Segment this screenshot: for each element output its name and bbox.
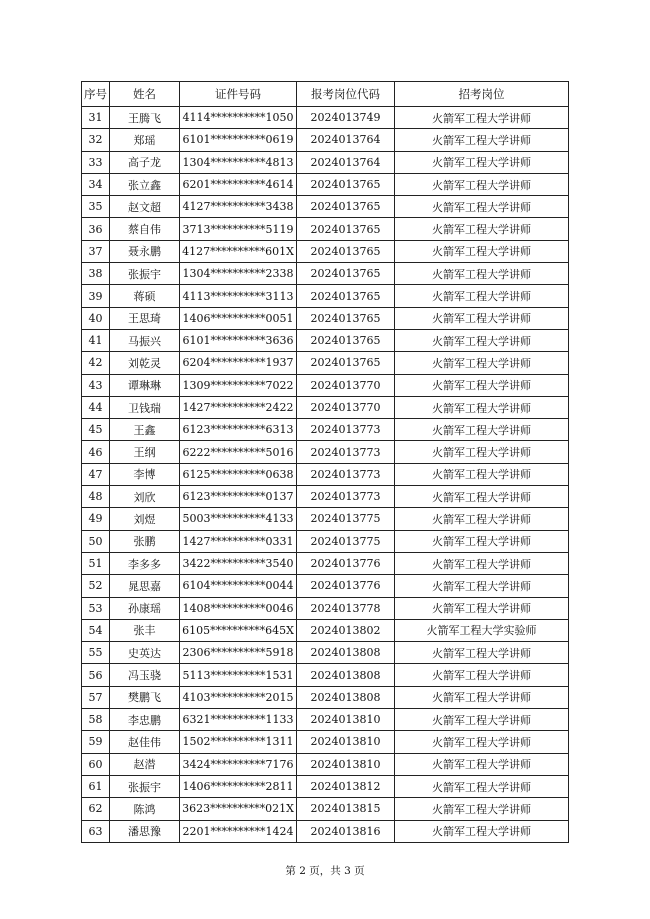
cell-index: 62 (82, 798, 110, 820)
table-row (82, 441, 569, 463)
cell-post-code: 2024013808 (297, 686, 395, 708)
cell-post-code: 2024013765 (297, 307, 395, 329)
cell-name: 王鑫 (110, 419, 180, 441)
cell-post-code: 2024013816 (297, 820, 395, 842)
cell-post-code: 2024013773 (297, 486, 395, 508)
cell-post: 火箭军工程大学讲师 (395, 329, 569, 351)
cell-index: 56 (82, 664, 110, 686)
cell-post: 火箭军工程大学讲师 (395, 352, 569, 374)
cell-id-number: 6105**********645X (180, 619, 297, 641)
table-row (82, 218, 569, 240)
cell-name: 史英达 (110, 642, 180, 664)
cell-post-code: 2024013812 (297, 775, 395, 797)
cell-index: 58 (82, 709, 110, 731)
cell-post-code: 2024013765 (297, 263, 395, 285)
cell-name: 潘思豫 (110, 820, 180, 842)
table-row (82, 552, 569, 574)
table-row (82, 129, 569, 151)
cell-id-number: 3422**********3540 (180, 552, 297, 574)
cell-name: 张丰 (110, 619, 180, 641)
cell-id-number: 6123**********0137 (180, 486, 297, 508)
table-row (82, 486, 569, 508)
table-row (82, 263, 569, 285)
cell-post: 火箭军工程大学讲师 (395, 419, 569, 441)
cell-index: 33 (82, 151, 110, 173)
cell-post-code: 2024013773 (297, 419, 395, 441)
cell-id-number: 1502**********1311 (180, 731, 297, 753)
cell-post: 火箭军工程大学讲师 (395, 575, 569, 597)
table-row (82, 107, 569, 129)
cell-index: 42 (82, 352, 110, 374)
cell-index: 34 (82, 173, 110, 195)
cell-post: 火箭军工程大学讲师 (395, 775, 569, 797)
table-row (82, 463, 569, 485)
cell-post: 火箭军工程大学讲师 (395, 463, 569, 485)
cell-index: 43 (82, 374, 110, 396)
cell-post: 火箭军工程大学讲师 (395, 263, 569, 285)
cell-post: 火箭军工程大学讲师 (395, 798, 569, 820)
cell-index: 37 (82, 240, 110, 262)
cell-id-number: 6201**********4614 (180, 173, 297, 195)
cell-id-number: 6222**********5016 (180, 441, 297, 463)
cell-id-number: 3623**********021X (180, 798, 297, 820)
table-row (82, 664, 569, 686)
cell-index: 38 (82, 263, 110, 285)
table-body (82, 107, 569, 843)
cell-id-number: 1406**********0051 (180, 307, 297, 329)
table-row (82, 530, 569, 552)
cell-name: 樊鹏飞 (110, 686, 180, 708)
cell-post: 火箭军工程大学讲师 (395, 686, 569, 708)
cell-id-number: 6101**********0619 (180, 129, 297, 151)
cell-id-number: 4113**********3113 (180, 285, 297, 307)
page-footer: 第 2 页，共 3 页 (285, 865, 365, 877)
cell-index: 55 (82, 642, 110, 664)
cell-index: 63 (82, 820, 110, 842)
cell-id-number: 1427**********0331 (180, 530, 297, 552)
cell-name: 王腾飞 (110, 107, 180, 129)
cell-id-number: 3713**********5119 (180, 218, 297, 240)
cell-post-code: 2024013775 (297, 508, 395, 530)
cell-name: 张鹏 (110, 530, 180, 552)
table-row (82, 709, 569, 731)
table-row (82, 508, 569, 530)
cell-name: 刘乾灵 (110, 352, 180, 374)
table-row (82, 642, 569, 664)
cell-index: 52 (82, 575, 110, 597)
cell-id-number: 3424**********7176 (180, 753, 297, 775)
cell-name: 赵文超 (110, 196, 180, 218)
candidate-table (81, 81, 569, 843)
cell-name: 高子龙 (110, 151, 180, 173)
cell-post: 火箭军工程大学讲师 (395, 173, 569, 195)
cell-index: 44 (82, 396, 110, 418)
cell-id-number: 1408**********0046 (180, 597, 297, 619)
cell-post-code: 2024013765 (297, 218, 395, 240)
cell-id-number: 4114**********1050 (180, 107, 297, 129)
cell-post-code: 2024013764 (297, 151, 395, 173)
table-row (82, 419, 569, 441)
cell-name: 郑瑶 (110, 129, 180, 151)
cell-post: 火箭军工程大学讲师 (395, 240, 569, 262)
table-row (82, 307, 569, 329)
cell-index: 32 (82, 129, 110, 151)
cell-post: 火箭军工程大学讲师 (395, 820, 569, 842)
cell-index: 40 (82, 307, 110, 329)
table-row (82, 619, 569, 641)
cell-index: 31 (82, 107, 110, 129)
cell-id-number: 4127**********601X (180, 240, 297, 262)
cell-id-number: 1406**********2811 (180, 775, 297, 797)
cell-index: 59 (82, 731, 110, 753)
header-cell-id-number: 证件号码 (180, 82, 297, 107)
table-row (82, 151, 569, 173)
table-row (82, 820, 569, 842)
cell-post: 火箭军工程大学讲师 (395, 486, 569, 508)
cell-index: 45 (82, 419, 110, 441)
cell-post: 火箭军工程大学讲师 (395, 107, 569, 129)
cell-post: 火箭军工程大学讲师 (395, 285, 569, 307)
cell-index: 36 (82, 218, 110, 240)
cell-index: 39 (82, 285, 110, 307)
cell-name: 王纲 (110, 441, 180, 463)
cell-name: 刘煜 (110, 508, 180, 530)
cell-post: 火箭军工程大学讲师 (395, 374, 569, 396)
cell-post: 火箭军工程大学讲师 (395, 151, 569, 173)
cell-index: 49 (82, 508, 110, 530)
cell-post-code: 2024013776 (297, 552, 395, 574)
cell-name: 聂永鹏 (110, 240, 180, 262)
cell-id-number: 5113**********1531 (180, 664, 297, 686)
cell-name: 李多多 (110, 552, 180, 574)
cell-post-code: 2024013773 (297, 463, 395, 485)
cell-post-code: 2024013808 (297, 664, 395, 686)
table-row (82, 575, 569, 597)
cell-post: 火箭军工程大学实验师 (395, 619, 569, 641)
cell-name: 张立鑫 (110, 173, 180, 195)
table-row (82, 285, 569, 307)
cell-post-code: 2024013773 (297, 441, 395, 463)
cell-post: 火箭军工程大学讲师 (395, 307, 569, 329)
table-row (82, 173, 569, 195)
cell-post-code: 2024013775 (297, 530, 395, 552)
cell-index: 54 (82, 619, 110, 641)
cell-post: 火箭军工程大学讲师 (395, 508, 569, 530)
cell-name: 赵佳伟 (110, 731, 180, 753)
cell-post: 火箭军工程大学讲师 (395, 218, 569, 240)
cell-post-code: 2024013765 (297, 285, 395, 307)
table-row (82, 396, 569, 418)
cell-id-number: 2306**********5918 (180, 642, 297, 664)
cell-post-code: 2024013810 (297, 753, 395, 775)
cell-name: 冯玉骁 (110, 664, 180, 686)
cell-name: 王思琦 (110, 307, 180, 329)
header-cell-index: 序号 (82, 82, 110, 107)
cell-id-number: 6123**********6313 (180, 419, 297, 441)
cell-index: 46 (82, 441, 110, 463)
header-cell-post-code: 报考岗位代码 (297, 82, 395, 107)
cell-name: 李忠鹏 (110, 709, 180, 731)
cell-index: 48 (82, 486, 110, 508)
cell-name: 晁思嘉 (110, 575, 180, 597)
cell-post: 火箭军工程大学讲师 (395, 396, 569, 418)
cell-id-number: 1309**********7022 (180, 374, 297, 396)
cell-post-code: 2024013810 (297, 709, 395, 731)
cell-post: 火箭军工程大学讲师 (395, 731, 569, 753)
cell-id-number: 1304**********4813 (180, 151, 297, 173)
cell-post-code: 2024013802 (297, 619, 395, 641)
header-cell-name: 姓名 (110, 82, 180, 107)
cell-index: 51 (82, 552, 110, 574)
table-row (82, 798, 569, 820)
table-row (82, 753, 569, 775)
cell-id-number: 6321**********1133 (180, 709, 297, 731)
cell-post: 火箭军工程大学讲师 (395, 530, 569, 552)
cell-id-number: 4127**********3438 (180, 196, 297, 218)
cell-name: 马振兴 (110, 329, 180, 351)
cell-name: 李博 (110, 463, 180, 485)
header-cell-post: 招考岗位 (395, 82, 569, 107)
table-row (82, 196, 569, 218)
cell-id-number: 6125**********0638 (180, 463, 297, 485)
cell-index: 61 (82, 775, 110, 797)
cell-post-code: 2024013770 (297, 374, 395, 396)
cell-post: 火箭军工程大学讲师 (395, 441, 569, 463)
cell-post-code: 2024013778 (297, 597, 395, 619)
cell-post: 火箭军工程大学讲师 (395, 597, 569, 619)
cell-post-code: 2024013765 (297, 196, 395, 218)
cell-post-code: 2024013770 (297, 396, 395, 418)
cell-post: 火箭军工程大学讲师 (395, 552, 569, 574)
cell-post-code: 2024013810 (297, 731, 395, 753)
cell-id-number: 1427**********2422 (180, 396, 297, 418)
cell-index: 35 (82, 196, 110, 218)
cell-post-code: 2024013765 (297, 329, 395, 351)
cell-name: 陈鸿 (110, 798, 180, 820)
cell-id-number: 6101**********3636 (180, 329, 297, 351)
cell-post-code: 2024013765 (297, 173, 395, 195)
cell-index: 60 (82, 753, 110, 775)
cell-name: 赵潜 (110, 753, 180, 775)
cell-post-code: 2024013808 (297, 642, 395, 664)
cell-name: 谭琳琳 (110, 374, 180, 396)
cell-post: 火箭军工程大学讲师 (395, 196, 569, 218)
cell-index: 47 (82, 463, 110, 485)
table-row (82, 240, 569, 262)
cell-index: 53 (82, 597, 110, 619)
cell-name: 蒋硕 (110, 285, 180, 307)
table-row (82, 329, 569, 351)
table-row (82, 597, 569, 619)
table-row (82, 686, 569, 708)
cell-post-code: 2024013815 (297, 798, 395, 820)
candidate-table-container (81, 81, 569, 843)
cell-post-code: 2024013765 (297, 240, 395, 262)
cell-post-code: 2024013776 (297, 575, 395, 597)
cell-index: 41 (82, 329, 110, 351)
table-row (82, 775, 569, 797)
cell-name: 卫钱瑞 (110, 396, 180, 418)
cell-post: 火箭军工程大学讲师 (395, 129, 569, 151)
cell-name: 张振宇 (110, 263, 180, 285)
cell-post-code: 2024013765 (297, 352, 395, 374)
table-row (82, 374, 569, 396)
cell-index: 57 (82, 686, 110, 708)
cell-post: 火箭军工程大学讲师 (395, 664, 569, 686)
cell-index: 50 (82, 530, 110, 552)
cell-post: 火箭军工程大学讲师 (395, 753, 569, 775)
table-row (82, 352, 569, 374)
cell-id-number: 4103**********2015 (180, 686, 297, 708)
cell-id-number: 6104**********0044 (180, 575, 297, 597)
cell-post: 火箭军工程大学讲师 (395, 709, 569, 731)
cell-name: 刘欣 (110, 486, 180, 508)
cell-name: 张振宇 (110, 775, 180, 797)
cell-post-code: 2024013749 (297, 107, 395, 129)
cell-id-number: 2201**********1424 (180, 820, 297, 842)
table-row (82, 731, 569, 753)
cell-id-number: 5003**********4133 (180, 508, 297, 530)
cell-id-number: 1304**********2338 (180, 263, 297, 285)
cell-id-number: 6204**********1937 (180, 352, 297, 374)
table-header-row (82, 82, 569, 107)
cell-name: 孙康瑶 (110, 597, 180, 619)
cell-post-code: 2024013764 (297, 129, 395, 151)
cell-post: 火箭军工程大学讲师 (395, 642, 569, 664)
cell-name: 蔡自伟 (110, 218, 180, 240)
